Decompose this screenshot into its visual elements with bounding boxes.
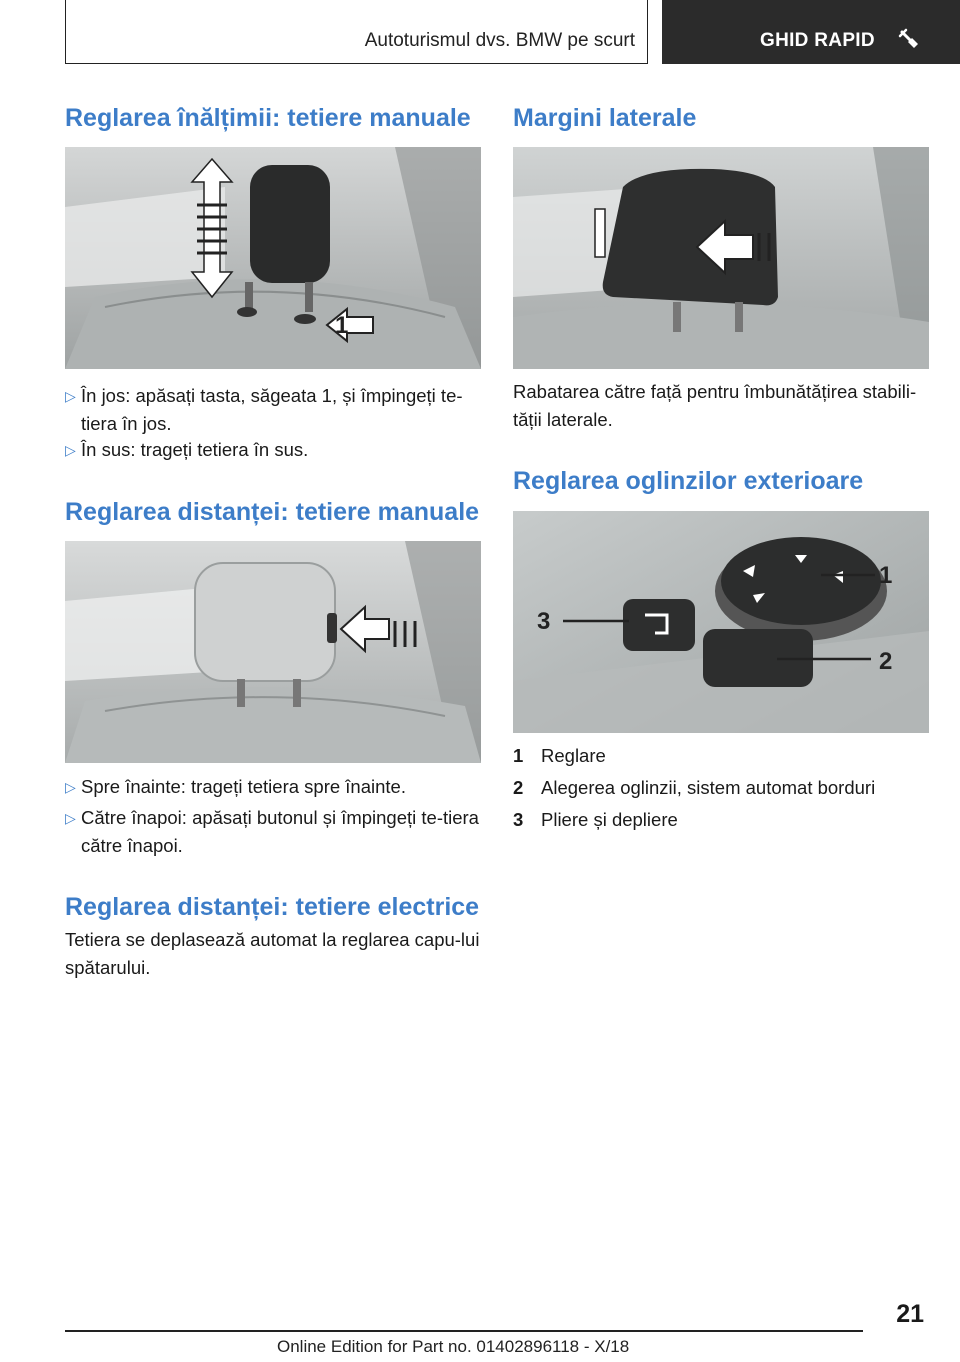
triangle-bullet-icon: ▷ xyxy=(65,442,76,458)
footer-divider xyxy=(65,1330,863,1332)
figure-callout-1: 1 xyxy=(335,312,349,339)
headrest-height-figure xyxy=(65,147,481,369)
bullet-text: În jos: apăsați tasta, săgeata 1, și împingeți te-tiera în jos. xyxy=(81,385,463,434)
legend-label: Pliere și depliere xyxy=(541,809,678,830)
section-body-side-wings: Rabatarea către față pentru îmbunătățirea stabili-tății laterale. xyxy=(513,381,917,430)
figure-callout-2: 2 xyxy=(879,648,893,675)
triangle-bullet-icon: ▷ xyxy=(65,388,76,404)
triangle-bullet-icon: ▷ xyxy=(65,779,76,795)
section-title-distance-manual: Reglarea distanței: tetiere manuale xyxy=(65,498,480,526)
section-body-electric: Tetiera se deplasează automat la reglarea capu-lui spătarului. xyxy=(65,929,480,978)
figure-callout-3: 3 xyxy=(537,608,551,635)
section-title-distance-electric: Reglarea distanței: tetiere electrice xyxy=(65,893,480,921)
legend-label: Alegerea oglinzii, sistem automat borduri xyxy=(541,777,876,798)
bullet-item xyxy=(65,804,481,860)
legend-label: Reglare xyxy=(541,745,606,766)
side-wings-figure xyxy=(513,147,929,369)
section-title-height: Reglarea înălțimii: tetiere manuale xyxy=(65,104,471,132)
figure-callout-1: 1 xyxy=(879,562,893,589)
quick-guide-tab[interactable] xyxy=(662,0,960,64)
header-title-box xyxy=(65,0,648,64)
legend-number: 2 xyxy=(513,777,524,798)
quick-guide-label: GHID RAPID xyxy=(760,30,875,51)
bullet-item xyxy=(65,436,481,464)
bullet-item xyxy=(65,773,481,801)
legend-number: 1 xyxy=(513,745,524,766)
section-title-mirrors: Reglarea oglinzilor exterioare xyxy=(513,467,864,495)
legend-number: 3 xyxy=(513,809,524,830)
triangle-bullet-icon: ▷ xyxy=(65,810,76,826)
page-number: 21 xyxy=(896,1300,924,1328)
mirror-controls-figure xyxy=(513,511,929,733)
headrest-distance-figure xyxy=(65,541,481,763)
hammer-tool-icon xyxy=(898,28,920,50)
footer-edition: Online Edition for Part no. 01402896118 - X/18 xyxy=(277,1337,630,1356)
bullet-text: Spre înainte: trageți tetiera spre înainte. xyxy=(81,776,406,797)
header-title: Autoturismul dvs. BMW pe scurt xyxy=(364,30,635,51)
bullet-item xyxy=(65,382,481,438)
bullet-text: Către înapoi: apăsați butonul și împingeți te-tiera către înapoi. xyxy=(81,807,479,856)
section-title-side-wings: Margini laterale xyxy=(513,104,697,132)
bullet-text: În sus: trageți tetiera în sus. xyxy=(81,439,309,460)
